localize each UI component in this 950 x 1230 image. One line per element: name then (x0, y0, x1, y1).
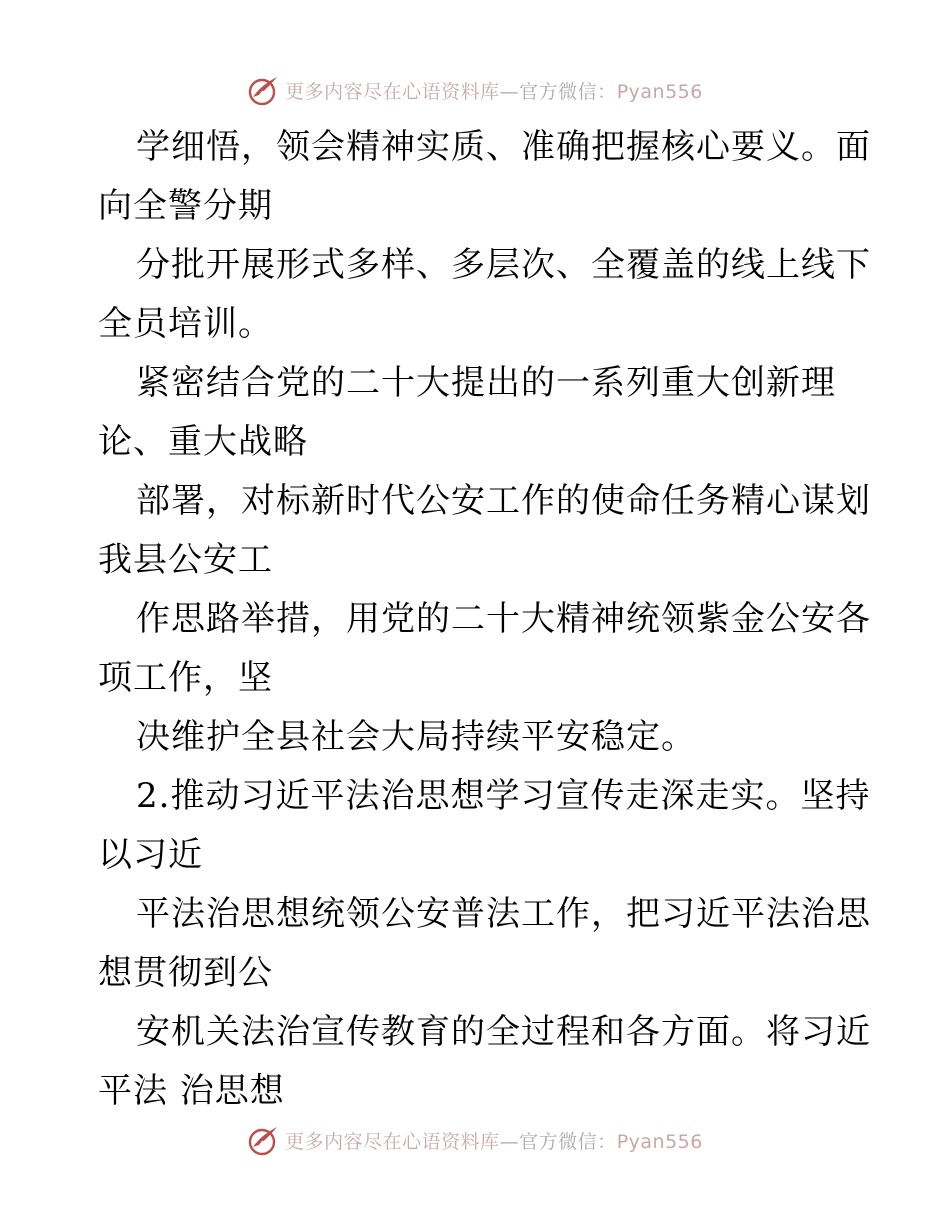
text-line: 学细悟，领会精神实质、准确把握核心要义。面 (136, 127, 871, 167)
text-line: 分批开展形式多样、多层次、全覆盖的线上线下 (136, 245, 871, 285)
watermark-account: Pyan556 (616, 1130, 703, 1153)
text-line: 安机关法治宣传教育的全过程和各方面。将习近 (136, 1012, 871, 1052)
watermark-brand: 更多内容尽在心语资料库 (285, 1130, 500, 1153)
text-line: 项工作，坚 (98, 658, 273, 698)
watermark-text (285, 1127, 703, 1154)
text-line: 我县公安工 (98, 540, 273, 580)
watermark-label: 官方微信： (519, 1130, 617, 1153)
watermark-text (285, 77, 703, 104)
text-line: 2.推动习近平法治思想学习宣传走深走实。坚持 (136, 776, 871, 816)
text-line: 决维护全县社会大局持续平安稳定。 (136, 717, 696, 757)
watermark-label: 官方微信： (519, 80, 617, 103)
text-line: 平法治思想统领公安普法工作，把习近平法治思 (136, 894, 871, 934)
document-body (98, 118, 871, 1121)
text-line: 全员培训。 (98, 304, 273, 344)
text-line: 平法 治思想 (98, 1071, 285, 1111)
quill-logo-icon (247, 73, 281, 107)
watermark-separator: — (499, 1130, 520, 1153)
footer-watermark (0, 1120, 950, 1160)
text-line: 想贯彻到公 (98, 953, 273, 993)
watermark-account: Pyan556 (616, 80, 703, 103)
quill-logo-icon (247, 1123, 281, 1157)
watermark-brand: 更多内容尽在心语资料库 (285, 80, 500, 103)
text-line: 部署，对标新时代公安工作的使命任务精心谋划 (136, 481, 871, 521)
header-watermark (0, 70, 950, 110)
watermark-separator: — (499, 80, 520, 103)
text-line: 紧密结合党的二十大提出的一系列重大创新理 (136, 363, 836, 403)
text-line: 向全警分期 (98, 186, 273, 226)
text-line: 论、重大战略 (98, 422, 308, 462)
text-line: 以习近 (98, 835, 203, 875)
text-line: 作思路举措，用党的二十大精神统领紫金公安各 (136, 599, 871, 639)
